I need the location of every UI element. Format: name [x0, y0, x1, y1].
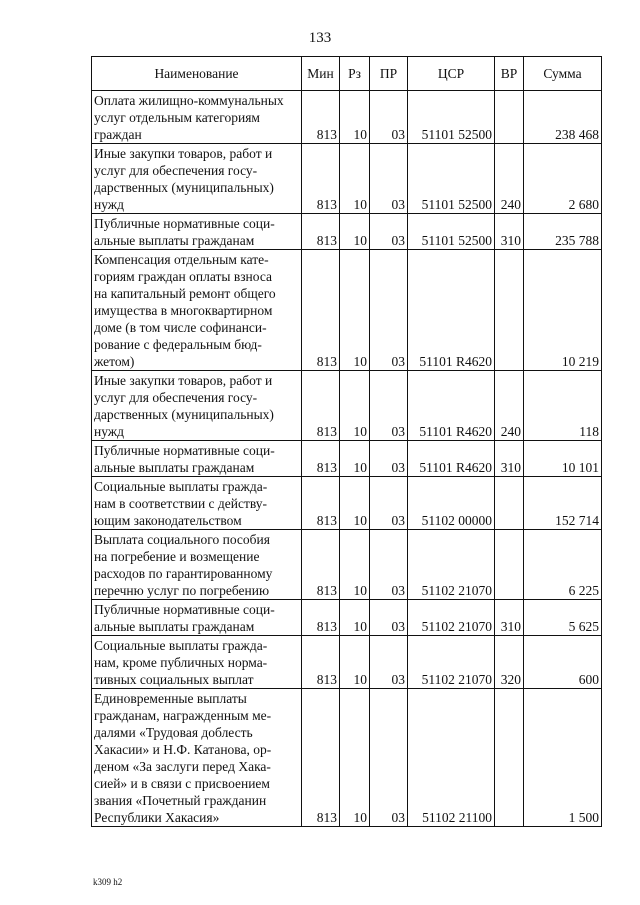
cell-csr: 51102 21070 — [408, 530, 495, 600]
table-row — [92, 689, 602, 827]
cell-rz: 10 — [340, 530, 370, 600]
table-row — [92, 144, 602, 214]
table-header-row — [92, 57, 602, 91]
cell-vr: 240 — [495, 371, 524, 441]
header-min: Мин — [302, 57, 340, 91]
cell-vr — [495, 250, 524, 371]
cell-name: Оплата жилищно-коммунальных услуг отдельным категориям граждан — [92, 91, 302, 144]
cell-min: 813 — [302, 600, 340, 636]
cell-name: Иные закупки товаров, работ и услуг для обеспечения госу- дарственных (муниципальных) нужд — [92, 371, 302, 441]
page-number: 133 — [308, 30, 332, 46]
cell-sum: 600 — [524, 636, 602, 689]
cell-rz: 10 — [340, 636, 370, 689]
cell-sum: 10 219 — [524, 250, 602, 371]
cell-sum: 152 714 — [524, 477, 602, 530]
cell-vr: 310 — [495, 441, 524, 477]
table-row — [92, 600, 602, 636]
cell-name: Социальные выплаты гражда- нам, кроме публичных норма- тивных социальных выплат — [92, 636, 302, 689]
cell-rz: 10 — [340, 91, 370, 144]
cell-min: 813 — [302, 91, 340, 144]
cell-csr: 51101 52500 — [408, 144, 495, 214]
cell-min: 813 — [302, 441, 340, 477]
table-row — [92, 441, 602, 477]
cell-vr — [495, 477, 524, 530]
cell-name: Единовременные выплаты гражданам, награжденным ме- далями «Трудовая доблесть Хакасии» и Н.Ф. Катанова, ор- деном «За заслуги перед Хака- сией» и в связи с присвоением звания «Почетный гражданин Республики Хакасия» — [92, 689, 302, 827]
table-row — [92, 636, 602, 689]
cell-name: Выплата социального пособия на погребение и возмещение расходов по гарантированному перечню услуг по погребению — [92, 530, 302, 600]
cell-min: 813 — [302, 689, 340, 827]
cell-sum: 2 680 — [524, 144, 602, 214]
cell-min: 813 — [302, 636, 340, 689]
cell-pr: 03 — [370, 250, 408, 371]
header-pr: ПР — [370, 57, 408, 91]
cell-rz: 10 — [340, 477, 370, 530]
cell-name: Публичные нормативные соци- альные выплаты гражданам — [92, 600, 302, 636]
cell-csr: 51102 00000 — [408, 477, 495, 530]
cell-pr: 03 — [370, 600, 408, 636]
cell-vr: 320 — [495, 636, 524, 689]
budget-table — [91, 56, 602, 827]
cell-sum: 118 — [524, 371, 602, 441]
table-row — [92, 91, 602, 144]
cell-pr: 03 — [370, 214, 408, 250]
footer-code: k309 h2 — [93, 877, 123, 887]
cell-pr: 03 — [370, 144, 408, 214]
cell-vr: 310 — [495, 214, 524, 250]
cell-sum: 235 788 — [524, 214, 602, 250]
cell-pr: 03 — [370, 530, 408, 600]
cell-vr — [495, 530, 524, 600]
cell-pr: 03 — [370, 689, 408, 827]
table-row — [92, 214, 602, 250]
cell-csr: 51101 R4620 — [408, 371, 495, 441]
cell-pr: 03 — [370, 371, 408, 441]
cell-min: 813 — [302, 530, 340, 600]
cell-name: Иные закупки товаров, работ и услуг для обеспечения госу- дарственных (муниципальных) нужд — [92, 144, 302, 214]
cell-name: Социальные выплаты гражда- нам в соответствии с действу- ющим законодательством — [92, 477, 302, 530]
cell-name: Публичные нормативные соци- альные выплаты гражданам — [92, 441, 302, 477]
cell-sum: 6 225 — [524, 530, 602, 600]
table-row — [92, 477, 602, 530]
cell-vr: 240 — [495, 144, 524, 214]
cell-csr: 51102 21100 — [408, 689, 495, 827]
header-rz: Рз — [340, 57, 370, 91]
cell-pr: 03 — [370, 91, 408, 144]
cell-csr: 51102 21070 — [408, 636, 495, 689]
cell-sum: 1 500 — [524, 689, 602, 827]
cell-name: Публичные нормативные соци- альные выплаты гражданам — [92, 214, 302, 250]
cell-rz: 10 — [340, 371, 370, 441]
cell-vr — [495, 689, 524, 827]
cell-csr: 51102 21070 — [408, 600, 495, 636]
cell-csr: 51101 R4620 — [408, 441, 495, 477]
header-csr: ЦСР — [408, 57, 495, 91]
cell-csr: 51101 52500 — [408, 91, 495, 144]
cell-sum: 5 625 — [524, 600, 602, 636]
cell-min: 813 — [302, 250, 340, 371]
cell-vr — [495, 91, 524, 144]
header-name: Наименование — [92, 57, 302, 91]
cell-sum: 10 101 — [524, 441, 602, 477]
header-vr: ВР — [495, 57, 524, 91]
cell-min: 813 — [302, 214, 340, 250]
cell-sum: 238 468 — [524, 91, 602, 144]
cell-csr: 51101 R4620 — [408, 250, 495, 371]
cell-rz: 10 — [340, 600, 370, 636]
cell-min: 813 — [302, 371, 340, 441]
cell-pr: 03 — [370, 636, 408, 689]
cell-min: 813 — [302, 144, 340, 214]
cell-rz: 10 — [340, 441, 370, 477]
cell-rz: 10 — [340, 214, 370, 250]
header-sum: Сумма — [524, 57, 602, 91]
cell-name: Компенсация отдельным кате- гориям граждан оплаты взноса на капитальный ремонт общего имущества в многоквартирном доме (в том числе софинанси- рование с федеральным бюд- жетом) — [92, 250, 302, 371]
cell-csr: 51101 52500 — [408, 214, 495, 250]
cell-min: 813 — [302, 477, 340, 530]
cell-rz: 10 — [340, 689, 370, 827]
cell-rz: 10 — [340, 250, 370, 371]
cell-pr: 03 — [370, 441, 408, 477]
cell-pr: 03 — [370, 477, 408, 530]
table-row — [92, 250, 602, 371]
cell-rz: 10 — [340, 144, 370, 214]
cell-vr: 310 — [495, 600, 524, 636]
table-row — [92, 371, 602, 441]
table-row — [92, 530, 602, 600]
